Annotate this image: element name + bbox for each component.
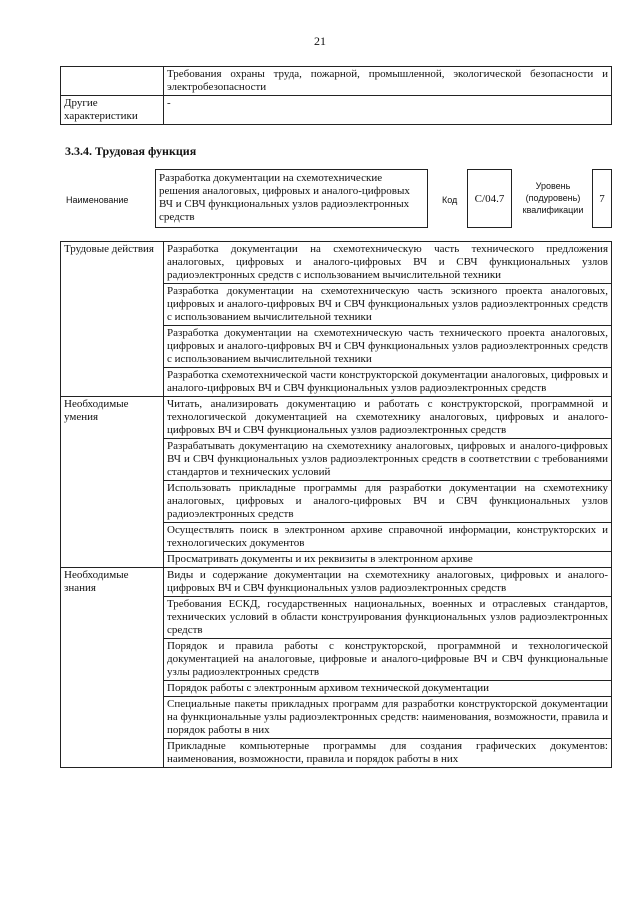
group-item: Специальные пакеты прикладных программ для разработки конструкторской документации на функциональные узлы радиоэлектронных средств: наименования, возможности, правила и порядок работы в них [164,697,612,739]
table-row [61,568,612,597]
row-label: Другие характеристики [61,96,164,125]
table-row [61,397,612,439]
group-item: Просматривать документы и их реквизиты в электронном архиве [164,552,612,568]
qualification-level: 7 [592,169,612,228]
group-item: Разработка схемотехнической части конструкторской документации аналоговых, цифровых и аналого-цифровых ВЧ и СВЧ функциональных узлов радиоэлектронных средств [164,368,612,397]
group-label: Необходимые знания [61,568,164,768]
group-item: Требования ЕСКД, государственных национальных, военных и отраслевых стандартов, технических условий в области конструирования функциональных узлов радиоэлектронных средств [164,597,612,639]
group-item: Порядок и правила работы с конструкторской, программной и технологической документацией на аналоговые, цифровые и аналого-цифровые ВЧ и СВЧ функциональные узлы радиоэлектронных средств [164,639,612,681]
group-item: Разрабатывать документацию на схемотехнику аналоговых, цифровых и аналого-цифровых ВЧ и СВЧ функциональных узлов радиоэлектронных средств в соответствии с требованиями стандартов и технических условий [164,439,612,481]
group-label: Трудовые действия [61,242,164,397]
row-label [61,67,164,96]
level-label: Уровень (подуровень) квалификации [522,181,584,215]
code-label: Код [442,195,458,205]
group-label: Необходимые умения [61,397,164,568]
name-label: Наименование [66,195,129,205]
group-item: Читать, анализировать документацию и работать с конструкторской, программной и технологической документацией на схемотехнику аналоговых, цифровых и аналого-цифровых ВЧ и СВЧ функциональных узлов радиоэлектронных средств [164,397,612,439]
group-item: Порядок работы с электронным архивом технической документации [164,681,612,697]
row-text: Требования охраны труда, пожарной, промышленной, экологической безопасности и электробезопасности [164,67,612,96]
function-code: C/04.7 [467,169,512,228]
table-row [61,67,612,96]
group-item: Разработка документации на схемотехническую часть технического предложения аналоговых, цифровых и аналого-цифровых ВЧ и СВЧ функциональных узлов радиоэлектронных средств с использованием вычислительной техники [164,242,612,284]
table-row [61,242,612,284]
group-item: Разработка документации на схемотехническую часть технического проекта аналоговых, цифровых и аналого-цифровых ВЧ и СВЧ функциональных узлов радиоэлектронных средств с использованием вычислительной техники [164,326,612,368]
function-name: Разработка документации на схемотехнические решения аналоговых, цифровых и аналого-цифровых ВЧ и СВЧ функциональных узлов радиоэлектронных средств [155,169,428,228]
previous-function-table [60,66,612,125]
group-item: Прикладные компьютерные программы для создания графических документов: наименования, возможности, правила и порядок работы в них [164,739,612,768]
group-item: Использовать прикладные программы для разработки документации на схемотехнику аналоговых, цифровых и аналого-цифровых ВЧ и СВЧ функциональных узлов радиоэлектронных средств [164,481,612,523]
labor-function-table [60,241,612,768]
row-text: - [164,96,612,125]
page-number: 21 [314,34,326,48]
group-item: Осуществлять поиск в электронном архиве справочной информации, конструкторских и технологических документов [164,523,612,552]
section-heading: 3.3.4. Трудовая функция [65,144,197,158]
group-item: Разработка документации на схемотехническую часть эскизного проекта аналоговых, цифровых и аналого-цифровых ВЧ и СВЧ функциональных узлов радиоэлектронных средств с использованием вычислительной техники [164,284,612,326]
table-row [61,96,612,125]
group-item: Виды и содержание документации на схемотехнику аналоговых, цифровых и аналого-цифровых ВЧ и СВЧ функциональных узлов радиоэлектронных средств [164,568,612,597]
